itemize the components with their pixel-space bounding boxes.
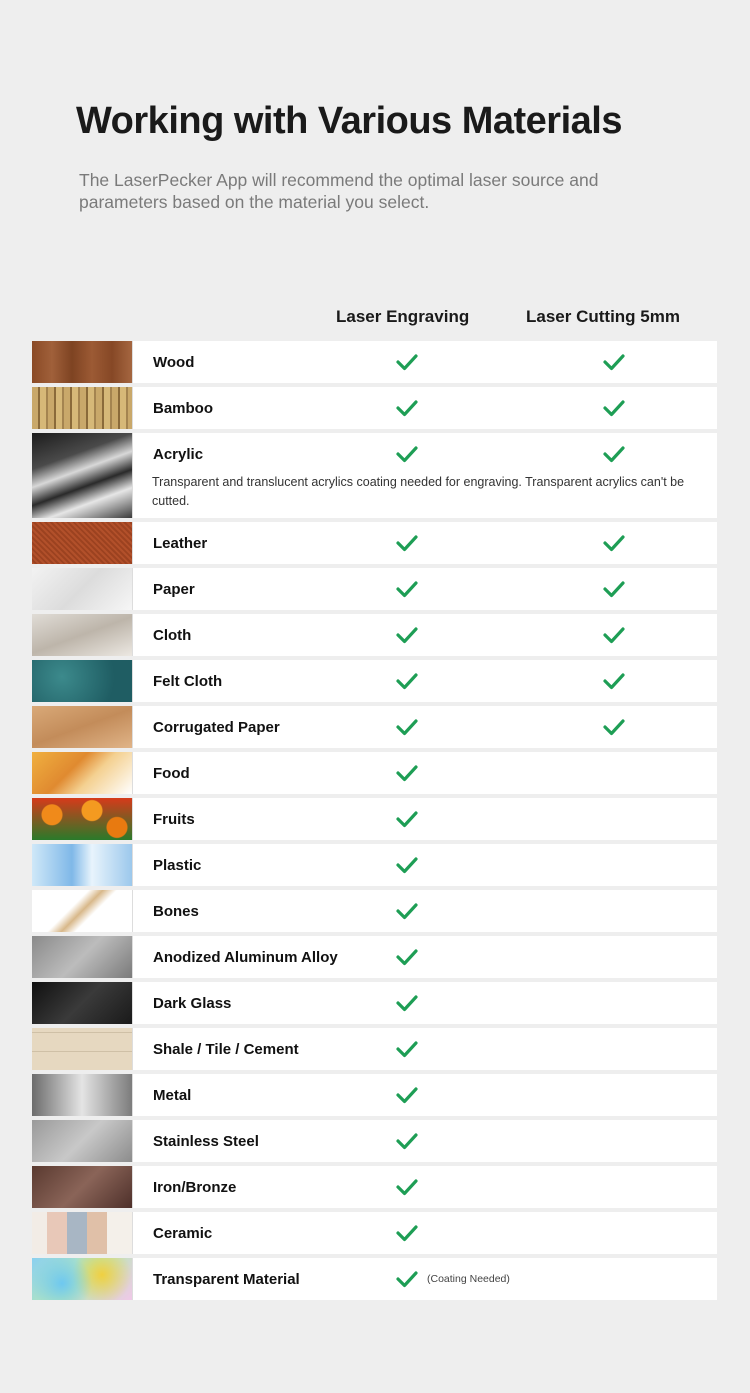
- engraving-check-icon: [395, 946, 419, 968]
- material-name: Transparent Material: [153, 1271, 300, 1288]
- table-row: [32, 982, 717, 1024]
- material-name: Metal: [153, 1087, 192, 1104]
- material-thumbnail: [32, 1074, 133, 1116]
- material-name: Anodized Aluminum Alloy: [153, 949, 338, 966]
- engraving-check-icon: [395, 532, 419, 554]
- page-subtitle: The LaserPecker App will recommend the optimal laser source and parameters based on the material you select.: [79, 170, 599, 212]
- material-thumbnail: [32, 1166, 133, 1208]
- material-name: Stainless Steel: [153, 1133, 259, 1150]
- table-row: [32, 433, 717, 518]
- material-thumbnail: [32, 433, 133, 518]
- cutting-check-icon: [602, 443, 626, 465]
- table-row: [32, 341, 717, 383]
- table-row: [32, 614, 717, 656]
- cutting-check-icon: [602, 716, 626, 738]
- material-thumbnail: [32, 1258, 133, 1300]
- material-name: Dark Glass: [153, 995, 232, 1012]
- engraving-check-icon: [395, 762, 419, 784]
- table-row: [32, 1120, 717, 1162]
- engraving-check-icon: [395, 1038, 419, 1060]
- material-thumbnail: [32, 798, 133, 840]
- cutting-check-icon: [602, 351, 626, 373]
- cutting-check-icon: [602, 670, 626, 692]
- engraving-check-icon: [395, 397, 419, 419]
- engraving-check-icon: [395, 1268, 419, 1290]
- engraving-check-icon: [395, 443, 419, 465]
- table-row: [32, 936, 717, 978]
- column-header-cutting: Laser Cutting 5mm: [526, 307, 680, 326]
- material-thumbnail: [32, 890, 133, 932]
- material-name: Cloth: [153, 627, 192, 644]
- material-thumbnail: [32, 706, 133, 748]
- cutting-check-icon: [602, 624, 626, 646]
- material-thumbnail: [32, 1120, 133, 1162]
- material-thumbnail: [32, 936, 133, 978]
- material-name: Plastic: [153, 857, 202, 874]
- cutting-check-icon: [602, 532, 626, 554]
- material-name: Corrugated Paper: [153, 719, 280, 736]
- table-row: [32, 844, 717, 886]
- table-row: [32, 890, 717, 932]
- material-thumbnail: [32, 341, 133, 383]
- coating-note: (Coating Needed): [427, 1273, 510, 1285]
- material-thumbnail: [32, 522, 133, 564]
- column-header-engraving: Laser Engraving: [336, 307, 470, 326]
- engraving-check-icon: [395, 716, 419, 738]
- engraving-check-icon: [395, 1084, 419, 1106]
- material-thumbnail: [32, 568, 133, 610]
- table-row: [32, 706, 717, 748]
- engraving-check-icon: [395, 578, 419, 600]
- table-row: [32, 752, 717, 794]
- material-name: Bones: [153, 903, 199, 920]
- material-thumbnail: [32, 982, 133, 1024]
- material-thumbnail: [32, 660, 133, 702]
- engraving-check-icon: [395, 624, 419, 646]
- material-name: Ceramic: [153, 1225, 213, 1242]
- material-thumbnail: [32, 1028, 133, 1070]
- cutting-check-icon: [602, 397, 626, 419]
- material-name: Felt Cloth: [153, 673, 223, 690]
- material-note: Transparent and translucent acrylics coating needed for engraving. Transparent acrylics can't be cutted.: [152, 475, 685, 508]
- cutting-check-icon: [602, 578, 626, 600]
- engraving-check-icon: [395, 670, 419, 692]
- engraving-check-icon: [395, 992, 419, 1014]
- table-row: [32, 1074, 717, 1116]
- table-row: [32, 387, 717, 429]
- engraving-check-icon: [395, 351, 419, 373]
- material-name: Food: [153, 765, 190, 782]
- engraving-check-icon: [395, 1176, 419, 1198]
- material-name: Fruits: [153, 811, 195, 828]
- table-row: [32, 1166, 717, 1208]
- material-thumbnail: [32, 614, 133, 656]
- engraving-check-icon: [395, 900, 419, 922]
- table-row: [32, 1258, 717, 1300]
- engraving-check-icon: [395, 808, 419, 830]
- engraving-check-icon: [395, 854, 419, 876]
- table-row: [32, 568, 717, 610]
- table-row: [32, 522, 717, 564]
- material-name: Shale / Tile / Cement: [153, 1041, 299, 1058]
- page-title: Working with Various Materials: [76, 100, 622, 142]
- material-thumbnail: [32, 387, 133, 429]
- material-thumbnail: [32, 1212, 133, 1254]
- engraving-check-icon: [395, 1130, 419, 1152]
- material-thumbnail: [32, 752, 133, 794]
- table-row: [32, 1028, 717, 1070]
- material-name: Wood: [153, 354, 195, 371]
- material-name: Leather: [153, 535, 208, 552]
- table-row: [32, 798, 717, 840]
- engraving-check-icon: [395, 1222, 419, 1244]
- table-row: [32, 1212, 717, 1254]
- materials-table: [32, 341, 717, 1304]
- material-name: Bamboo: [153, 400, 213, 417]
- material-name: Paper: [153, 581, 195, 598]
- material-thumbnail: [32, 844, 133, 886]
- table-row: [32, 660, 717, 702]
- material-name: Acrylic: [153, 446, 204, 463]
- material-name: Iron/Bronze: [153, 1179, 237, 1196]
